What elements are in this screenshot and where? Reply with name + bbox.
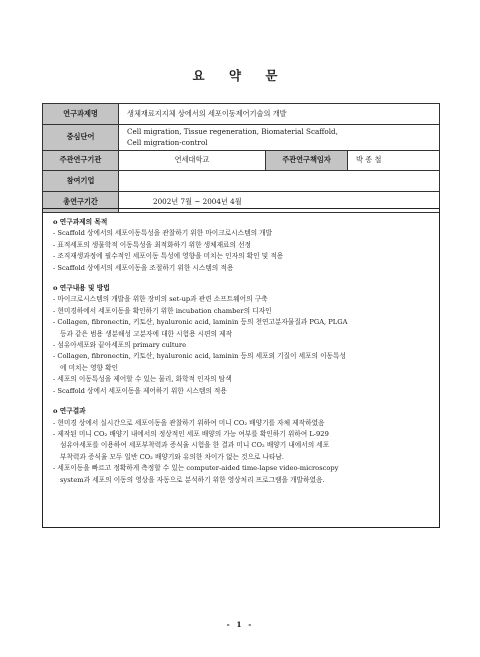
list-item: - Collagen, fibronectin, 키토산, hyaluronic acid, laminin 등의 천연고분자물질과 PGA, PLGA — [53, 318, 348, 327]
list-item: - Collagen, fibronectin, 키토산, hyaluronic acid, laminin 등의 세포외 기질이 세포의 이동특성 — [53, 352, 346, 361]
project-title-value: 생체재료지지체 상에서의 세포이동제어기술의 개발 — [119, 104, 440, 125]
project-info-table — [42, 103, 440, 213]
list-item: - Scaffold 상에서의 세포이동특성을 관찰하기 위한 마이크로시스템의 개발 — [53, 229, 273, 238]
objectives-section — [53, 217, 431, 274]
keywords-value — [119, 125, 440, 151]
institution-value: 연세대학교 — [119, 151, 266, 171]
page-number: - 1 - — [226, 620, 254, 629]
participants-value — [119, 171, 440, 192]
list-item-continuation: system과 세포의 이동의 영상을 자동으로 분석하기 위한 영상처리 프로그램을 개발하였음. — [60, 475, 325, 484]
list-item: - Scaffold 상에서 세포이동을 제어하기 위한 시스템의 적용 — [53, 386, 227, 395]
methods-section — [53, 283, 431, 397]
list-item-continuation: 부착력과 증식율 모두 일반 CO₂ 배양기와 유의한 차이가 없는 것으로 나타남. — [60, 452, 285, 461]
page-title: 요 약 문 — [192, 68, 288, 83]
list-item: - 현미경하에서 세포이동을 확인하기 위한 incubation chamber의 디자인 — [53, 306, 272, 315]
participants-label: 참여기업 — [43, 171, 119, 192]
summary-box — [42, 208, 440, 528]
project-title-label: 연구과제명 — [43, 104, 119, 125]
objectives-heading: o 연구과제의 목적 — [53, 218, 108, 226]
list-item: - 제작된 미니 CO₂ 배양기 내에서의 정상적인 세포 배양의 가능 여부를 확인하기 위하여 L-929 — [53, 429, 329, 438]
research-period-label: 총연구기간 — [43, 192, 119, 213]
list-item: - 세포의 이동특성을 제어할 수 있는 물리, 화학적 인자의 탐색 — [53, 375, 232, 384]
list-item: - 현미경 상에서 실시간으로 세포이동을 관찰하기 위하여 미니 CO₂ 배양기를 자체 제작하였음 — [53, 418, 325, 427]
list-item: - 조직재생과정에 필수적인 세포이동 특성에 영향을 미치는 인자의 확인 및 적용 — [53, 252, 284, 261]
principal-investigator-label: 주관연구책임자 — [266, 151, 348, 171]
list-item: - 마이크로시스템의 개발을 위한 장비의 set-up과 관련 소프트웨어의 구축 — [53, 295, 268, 304]
list-item-continuation: 등과 같은 범용 생분해성 고분자에 대한 시험용 시편의 제작 — [60, 329, 233, 338]
keywords-line-2: Cell migration-control — [127, 137, 208, 147]
list-item-continuation: 섬유아세포를 이용하여 세포부착력과 증식율 시험을 한 결과 미니 CO₂ 배양기 내에서의 세포 — [60, 441, 330, 450]
keywords-label: 중심단어 — [43, 125, 119, 151]
list-item: - 세포이동을 빠르고 정확하게 측정할 수 있는 computer-aided time-lapse video-microscopy — [53, 464, 339, 473]
keywords-line-1: Cell migration, Tissue regeneration, Biomaterial Scaffold, — [127, 127, 338, 136]
institution-label: 주관연구기관 — [43, 151, 119, 171]
results-heading: o 연구결과 — [53, 407, 86, 416]
list-item: - 섬유아세포와 끝아세포의 primary culture — [53, 341, 187, 350]
methods-heading: o 연구내용 및 방법 — [53, 284, 110, 293]
results-section — [53, 406, 431, 486]
list-item-continuation: 에 미치는 영향 확인 — [60, 363, 119, 372]
principal-investigator-value: 박 종 철 — [348, 151, 440, 171]
research-period-value: 2002년 7월 ~ 2004년 4월 — [119, 192, 440, 213]
list-item: - 표적세포의 생물학적 이동특성을 최적화하기 위한 생체재료의 선정 — [53, 240, 252, 249]
list-item: - Scaffold 상에서의 세포이동을 조절하기 위한 시스템의 적용 — [53, 263, 234, 272]
